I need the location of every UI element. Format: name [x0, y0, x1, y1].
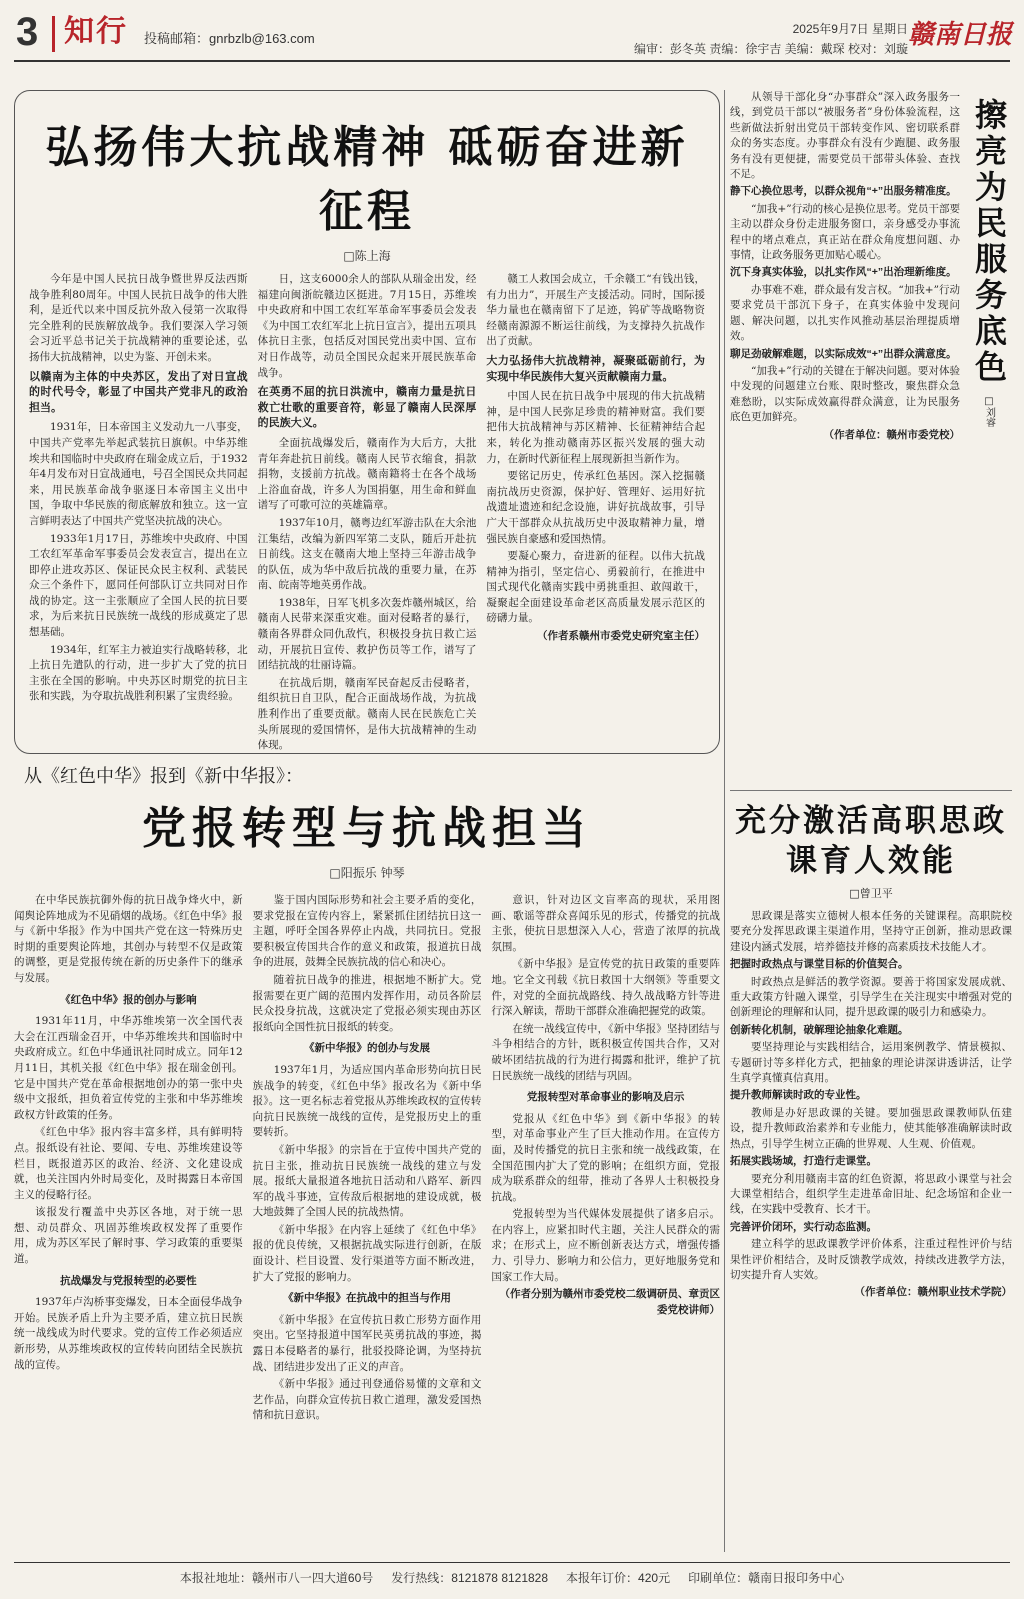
second-article — [14, 762, 720, 1552]
footer-price: 本报年订价：420元 — [566, 1571, 671, 1585]
paragraph: “加我+”行动的核心是换位思考。党员干部要主动以群众身份走进服务窗口，亲身感受办事流程中的堵点难点，真正站在群众角度想问题、办事情，让政务服务更加贴心暖心。 — [730, 202, 960, 262]
article-byline: □阳振乐 钟琴 — [329, 866, 405, 880]
page-footer — [14, 1562, 1010, 1592]
article-kicker: 从《红色中华》报到《新中华报》： — [24, 766, 303, 787]
paragraph: 《新中华报》在宣传抗日救亡形势方面作用突出。它坚持报道中国军民英勇抗战的事迹，揭露日本侵略者的暴行，批驳投降论调，为坚持抗战、团结进步发出了正义的声音。 — [252, 1313, 482, 1373]
article-column-2 — [253, 893, 482, 1553]
submission-email: 投稿邮箱：gnrbzlb@163.com — [144, 31, 315, 46]
paragraph: 鉴于国内国际形势和社会主要矛盾的变化，要求党报在宣传内容上，紧紧抓住团结抗日这一主题，呼吁全国各界停止内战，共同抗日。党报要积极宣传国共合作的意义和政策，报道抗日战争的进展，鼓舞全民族抗战的信心和决心。 — [252, 894, 482, 969]
commentary-heading — [966, 90, 1012, 786]
article-columns — [14, 893, 720, 1553]
paragraph: 今年是中国人民抗日战争暨世界反法西斯战争胜利80周年。中国人民抗日战争的伟大胜利，是近代以来中国反抗外敌入侵第一次取得完全胜利的民族解放战争。我们要深入学习领会习近平总书记关于抗战精神的重要论述，弘扬伟大抗战精神，以史为鉴、开创未来。 — [29, 273, 248, 363]
commentary-article — [730, 90, 1012, 786]
paragraph: 该报发行覆盖中央苏区各地，对于统一思想、动员群众、巩固苏维埃政权发挥了重要作用，成为苏区军民了解时事、学习政策的重要渠道。 — [14, 1206, 243, 1266]
feature-column-3 — [486, 272, 705, 812]
paragraph: 《新中华报》是宣传党的抗日政策的重要阵地。它全文刊载《抗日救国十大纲领》等重要文件，对党的全面抗战路线、持久战战略方针等进行深入解读，帮助干部群众准确把握党的政策。 — [491, 958, 721, 1018]
paragraph: 教师是办好思政课的关键。要加强思政课教师队伍建设，提升教师政治素养和专业能力，使其能够准确解读时政热点，引导学生树立正确的世界观、人生观、价值观。 — [730, 1106, 1012, 1150]
education-body — [730, 909, 1012, 1519]
paragraph: 《新中华报》的宗旨在于宣传中国共产党的抗日主张，推动抗日民族统一战线的建立与发展。报纸大量报道各地抗日活动和八路军、新四军的战斗事迹，宣传敌后根据地的建设成就，极大地鼓舞了全国人民的抗战热情。 — [252, 1143, 482, 1219]
subheading: 拓展实践场域，打造行走课堂。 — [730, 1155, 877, 1168]
feature-title: 弘扬伟大抗战精神 砥砺奋进新征程 — [45, 122, 689, 237]
paragraph: 党报从《红色中华》到《新中华报》的转型，对革命事业产生了巨大推动作用。在宣传方面，及时传播党的抗日主张和统一战线政策，在全国范围内扩大了党的影响；在组织方面，党报成为联系群众的纽带，推动了各界人士积极投身抗战。 — [491, 1112, 721, 1203]
paragraph: 《新中华报》在内容上延续了《红色中华》报的优良传统，又根据抗战实际进行创新，在版面设计、栏目设置、发行渠道等方面不断改进，扩大了党报的影响力。 — [252, 1223, 482, 1283]
section-name: 知行 — [64, 14, 128, 49]
issue-date: 2025年9月7日 星期日 — [792, 22, 908, 36]
feature-columns — [29, 272, 705, 812]
article-column-1 — [14, 893, 243, 1553]
paragraph: 要凝心聚力，奋进新的征程。以伟大抗战精神为指引，坚定信心、勇毅前行，在推进中国式现代化赣南实践中勇挑重担、敢闯敢干，凝聚起全面建设革命老区高质量发展示范区的磅礴力量。 — [486, 550, 706, 625]
author-note: （作者系赣州市委党史研究室主任） — [537, 630, 706, 643]
paragraph: 党报转型为当代媒体发展提供了诸多启示。在内容上，应紧扣时代主题，关注人民群众的需求；在形式上，应不断创新表达方式，增强传播力、引导力、影响力和公信力，更好地服务党和国家工作大局。 — [491, 1208, 721, 1283]
paragraph: 意识，针对边区文盲率高的现状，采用图画、歌谣等群众喜闻乐见的形式，传播党的抗战主张，使抗日思想深入人心，营造了浓厚的抗战氛围。 — [491, 894, 721, 953]
footer-phone: 发行热线：8121878 8121828 — [391, 1571, 549, 1585]
subheading: 党报转型对革命事业的影响及启示 — [526, 1091, 685, 1104]
subheading: 大力弘扬伟大抗战精神，凝聚砥砺前行，为实现中华民族伟大复兴贡献赣南力量。 — [486, 354, 706, 383]
author-note: （作者单位：赣州职业技术学院） — [854, 1286, 1012, 1299]
paragraph: 时政热点是鲜活的教学资源。要善于将国家发展成就、重大政策方针融入课堂，引导学生在关注现实中增强对党的创新理论的理解和认同，提升思政课的吸引力和感染力。 — [730, 975, 1012, 1019]
header-rule — [14, 60, 1010, 62]
author-note: （作者分别为赣州市委党校二级调研员、章贡区委党校讲师） — [499, 1288, 721, 1316]
paragraph: 中国人民在抗日战争中展现的伟大抗战精神，是中国人民弥足珍贵的精神财富。我们要把伟大抗战精神与苏区精神、长征精神结合起来，转化为推动赣南苏区振兴发展的强大动力，在新时代新征程上展现新担当新作为。 — [486, 390, 706, 465]
subheading: 提升教师解读时政的专业性。 — [730, 1089, 867, 1102]
author-note: （作者单位：赣州市委党校） — [823, 428, 960, 441]
education-article — [730, 801, 1012, 1519]
paragraph: 1931年，日本帝国主义发动九一八事变，中国共产党率先举起武装抗日旗帜。中华苏维埃共和国临时中央政府在瑞金成立后，于1932年4月发布对日宣战通电，号召全国民众共同起来，用民族革命战争驱逐日本帝国主义出中国，争取中华民族的彻底解放和独立。这一宣言鲜明表达了中国共产党坚决抗战的决心。 — [29, 421, 248, 527]
feature-byline: □陈上海 — [343, 249, 391, 263]
paragraph: 在统一战线宣传中，《新中华报》坚持团结与斗争相结合的方针，既积极宣传国共合作，又对破坏团结抗战的行为进行揭露和批评，维护了抗日民族统一战线的团结与巩固。 — [491, 1022, 721, 1082]
paragraph: 《新中华报》通过刊登通俗易懂的文章和文艺作品，向群众宣传抗日救亡道理，激发爱国热情和抗日意识。 — [252, 1378, 482, 1422]
paragraph: 随着抗日战争的推进，根据地不断扩大。党报需要在更广阔的范围内发挥作用，动员各阶层民众投身抗战，这就决定了党报必须实现由苏区报纸向全国性抗日报纸的转变。 — [252, 973, 482, 1033]
paragraph: 1934年，红军主力被迫实行战略转移，北上抗日先遣队的行动，进一步扩大了党的抗日主张在全国的影响。中央苏区时期党的抗日主张和实践，为夺取抗战胜利积累了宝贵经验。 — [29, 643, 248, 703]
subheading: 抗战爆发与党报转型的必要性 — [60, 1274, 197, 1287]
subheading: 《新中华报》在抗战中的担当与作用 — [283, 1292, 451, 1305]
paragraph: 办事难不难，群众最有发言权。“加我+”行动要求党员干部沉下身子，在真实体验中发现问题、解决问题，以扎实作风推动基层治理提质增效。 — [730, 283, 960, 343]
subheading: 沉下身真实体验，以扎实作风“+”出治理新维度。 — [730, 266, 957, 279]
page-header — [0, 0, 1024, 64]
footer-printer: 印刷单位：赣南日报印务中心 — [688, 1571, 845, 1585]
paragraph: 思政课是落实立德树人根本任务的关键课程。高职院校要充分发挥思政课主渠道作用，坚持守正创新，推动思政课建设内涵式发展，培养德技并修的高素质技术技能人才。 — [730, 910, 1012, 953]
right-column — [730, 90, 1012, 1552]
paragraph: 要充分利用赣南丰富的红色资源，将思政小课堂与社会大课堂相结合，组织学生走进革命旧址、纪念场馆和企业一线，在实践中受教育、长才干。 — [730, 1172, 1012, 1216]
paragraph: 在抗战后期，赣南军民奋起反击侵略者，组织抗日自卫队，配合正面战场作战，为抗战胜利作出了重要贡献。赣南人民在民族危亡关头所展现的爱国情怀，是伟大抗战精神的生动体现。 — [257, 676, 477, 752]
subheading: 在英勇不屈的抗日洪流中，赣南力量是抗日救亡壮歌的重要音符，彰显了赣南人民深厚的民族大义。 — [257, 386, 477, 430]
newspaper-logo: 赣南日报 — [907, 20, 1012, 50]
paragraph: 从领导干部化身“办事群众”深入政务服务一线，到党员干部以“被服务者”身份体验流程，这些新做法折射出党员干部转变作风、密切联系群众的务实态度。办事群众有没有少跑腿、政务服务有没有更便捷，需要党员干部带头体验、查找不足。 — [730, 91, 960, 181]
education-title: 充分激活高职思政课育人效能 — [735, 803, 1007, 879]
article-title: 党报转型与抗战担当 — [142, 803, 592, 854]
commentary-title: 擦亮为民服务底色 — [970, 98, 1008, 386]
paragraph: 赣工人救国会成立，千余赣工“有钱出钱，有力出力”，开展生产支援活动。同时，国际援华力量也在赣南留下了足迹，钨矿等战略物资经赣南源源不断运往前线，为支撑持久抗战作出了贡献。 — [486, 273, 706, 348]
paragraph: 1931年11月，中华苏维埃第一次全国代表大会在江西瑞金召开，中华苏维埃共和国临时中央政府成立。红色中华通讯社同时成立。同年12月11日，其机关报《红色中华》报在瑞金创刊。它是中国共产党在革命根据地创办的第一张中央级中文报纸，担负着宣传党的主张和中华苏维埃政权方针政策的任务。 — [14, 1015, 243, 1121]
commentary-byline: □刘睿 — [983, 396, 995, 427]
header-divider — [52, 16, 55, 52]
subheading: 把握时政热点与课堂目标的价值契合。 — [730, 958, 909, 971]
subheading: 聊足劲破解难题，以实际成效“+”出群众满意度。 — [730, 347, 957, 360]
education-byline: □曾卫平 — [849, 887, 893, 900]
paragraph: “加我+”行动的关键在于解决问题。要对体验中发现的问题建立台账、限时整改，聚焦群众急难愁盼，以实际成效赢得群众满意，让为民服务底色更加鲜亮。 — [730, 364, 960, 424]
paragraph: 全面抗战爆发后，赣南作为大后方，大批青年奔赴抗日前线。赣南人民节衣缩食，捐款捐物，支援前方抗战。赣南籍将士在各个战场上浴血奋战，许多人为国捐躯，用生命和鲜血谱写了可歌可泣的英雄篇章。 — [257, 436, 477, 512]
article-column-3 — [491, 893, 720, 1553]
feature-column-2 — [258, 272, 477, 812]
subheading: 以赣南为主体的中央苏区，发出了对日宣战的时代号令，彰显了中国共产党非凡的政治担当。 — [29, 370, 248, 414]
subheading: 完善评价闭环，实行动态监测。 — [730, 1220, 877, 1233]
page-number: 3 — [16, 10, 39, 54]
paragraph: 要铭记历史，传承红色基因。深入挖掘赣南抗战历史资源，保护好、管理好、运用好抗战遗址遗迹和纪念设施，讲好抗战故事，引导广大干部群众从抗战历史中汲取精神力量，增强民族自豪感和爱国热情。 — [486, 470, 706, 545]
column-divider — [724, 90, 725, 1552]
feature-column-1 — [29, 272, 248, 812]
paragraph: 1938年，日军飞机多次轰炸赣州城区，给赣南人民带来深重灾难。面对侵略者的暴行，赣南各界群众同仇敌忾，积极投身抗日救亡运动，开展抗日宣传、救护伤员等工作，谱写了团结抗战的壮丽诗篇。 — [257, 596, 477, 672]
subheading: 创新转化机制，破解理论抽象化难题。 — [730, 1023, 909, 1036]
commentary-body — [730, 90, 960, 786]
paragraph: 1937年卢沟桥事变爆发，日本全面侵华战争开始。民族矛盾上升为主要矛盾，建立抗日民族统一战线成为时代要求。党的宣传工作必须适应新形势，从苏维埃政权的宣传转向团结全民族抗战的宣传。 — [14, 1296, 243, 1371]
paragraph: 1937年1月，为适应国内革命形势向抗日民族战争的转变，《红色中华》报改名为《新中华报》。这一更名标志着党报从苏维埃政权的宣传转向抗日民族统一战线的宣传，是党报历史上的重要转折。 — [252, 1063, 482, 1139]
footer-address: 本报社地址：赣州市八一四大道60号 — [179, 1571, 374, 1585]
feature-article — [14, 90, 720, 754]
paragraph: 1933年1月17日，苏维埃中央政府、中国工农红军革命军事委员会发表宣言，提出在立即停止进攻苏区、保证民众民主权利、武装民众三个条件下，愿同任何部队订立共同对日作战的协定。这一主张顺应了全国人民的抗日要求，为后来抗日民族统一战线的形成奠定了思想基础。 — [29, 532, 248, 639]
paragraph: 建立科学的思政课教学评价体系，注重过程性评价与结果性评价相结合，及时反馈教学成效，持续改进教学方法，切实提升育人实效。 — [730, 1238, 1012, 1281]
paragraph: 1937年10月，赣粤边红军游击队在大余池江集结，改编为新四军第二支队，随后开赴抗日前线。这支在赣南大地上坚持三年游击战争的队伍，成为华中敌后抗战的重要力量，在苏南、皖南等地英勇作战。 — [257, 516, 477, 592]
editorial-credits: 编审：彭冬英 责编：徐宇吉 美编：戴琛 校对：刘璇 — [633, 42, 908, 56]
subheading: 《新中华报》的创办与发展 — [304, 1042, 430, 1055]
paragraph: 日，这支6000余人的部队从瑞金出发，经福建向闽浙皖赣边区挺进。7月15日，苏维埃中央政府和中国工农红军革命军事委员会发表《为中国工农红军北上抗日宣言》，提出五项具体抗日主张，包括反对国民党出卖中国、宣布对日作战等，动员全国民众起来开展民族革命战争。 — [257, 273, 477, 379]
subheading: 静下心换位思考，以群众视角“+”出服务精准度。 — [730, 185, 957, 198]
paragraph: 要坚持理论与实践相结合，运用案例教学、情景模拟、专题研讨等多样化方式，把抽象的理论讲深讲透讲活，让学生真学真懂真信真用。 — [730, 1041, 1012, 1085]
subheading: 《红色中华》报的创办与影响 — [60, 993, 197, 1006]
paragraph: 《红色中华》报内容丰富多样，具有鲜明特点。报纸设有社论、要闻、专电、苏维埃建设等栏目，既报道苏区的政治、经济、文化建设成就，也关注国内外时局变化，及时揭露日本帝国主义的侵略行径。 — [14, 1126, 243, 1201]
right-separator — [730, 790, 1012, 791]
paragraph: 在中华民族抗御外侮的抗日战争烽火中，新闻舆论阵地成为不见硝烟的战场。《红色中华》报与《新中华报》作为中国共产党在这一特殊历史时期的重要舆论阵地，其创办与转型不仅是政策的调整，更是党报传统在新的历史条件下的继承与发展。 — [14, 894, 243, 984]
